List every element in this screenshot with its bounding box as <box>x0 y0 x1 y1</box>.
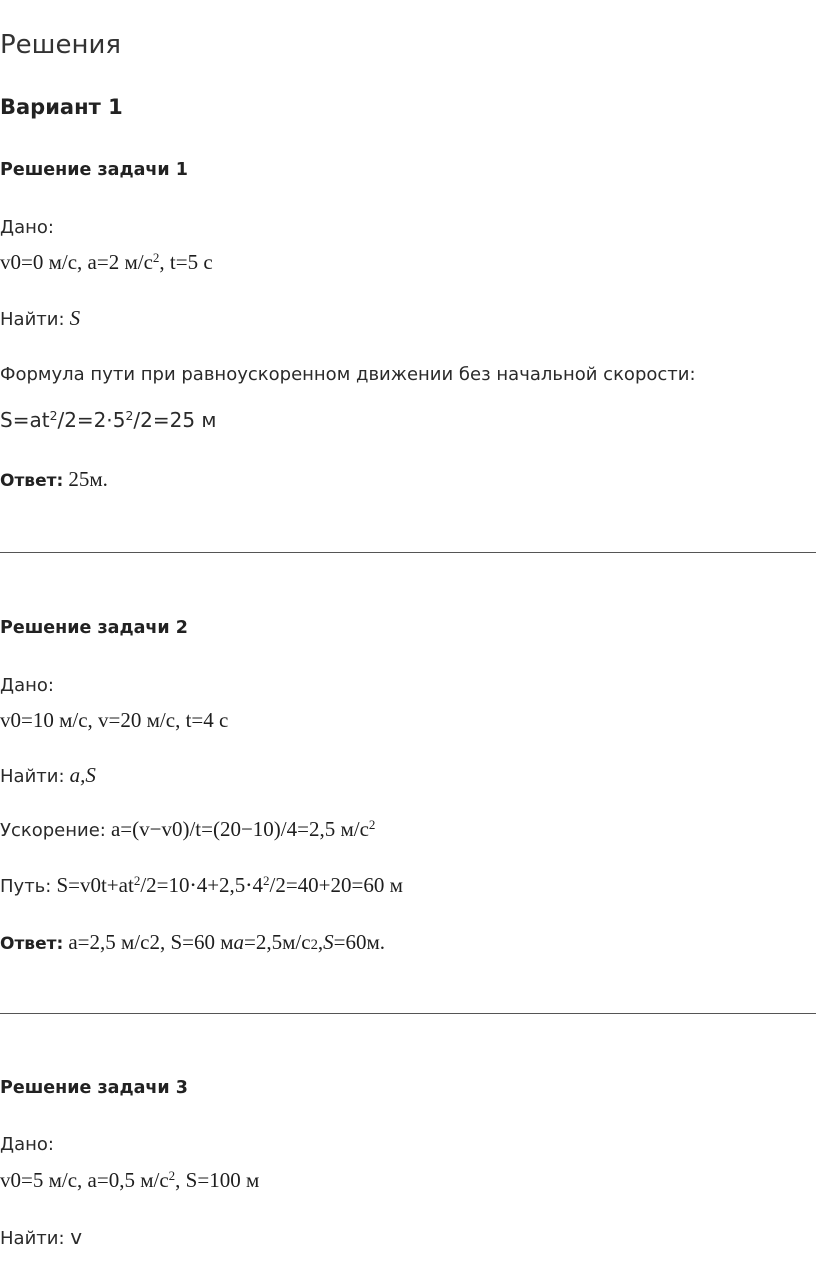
task1-given-label: Дано: <box>0 217 54 238</box>
variant-heading: Вариант 1 <box>0 95 123 119</box>
divider-2 <box>0 1013 816 1014</box>
task1-given-values: v0=0 м/с, a=2 $м/с^2$, t=5 с <box>0 249 213 274</box>
task2-answer: Ответ: a=2,5 м/с2, S=60 мa=2,5м/с2,S=60м. <box>0 930 386 954</box>
task3-heading: Решение задачи 3 <box>0 1078 188 1098</box>
task2-find: Найти: a,S <box>0 763 96 787</box>
task2-acceleration: Ускорение: a=(v−v0)/t=(20−10)/4=2,5 $м/с^2$ <box>0 816 376 841</box>
task1-calc: $S=at^2/2=2\cdot 5^2/2=25$ м <box>0 408 217 432</box>
task1-find: Найти: S <box>0 306 81 330</box>
task3-given-label: Дано: <box>0 1134 54 1155</box>
task2-heading: Решение задачи 2 <box>0 618 188 638</box>
task1-heading: Решение задачи 1 <box>0 160 188 180</box>
task2-path: Путь: $S=v0t+at^2/2=10\cdot 4+2,5\cdot 4^2/2=40+20=60$ м <box>0 872 403 897</box>
divider-1 <box>0 552 816 553</box>
page-title: Решения <box>0 30 121 60</box>
task2-given-label: Дано: <box>0 675 54 696</box>
task1-answer: Ответ: 25м. <box>0 467 108 491</box>
task1-formula-text: Формула пути при равноускоренном движении без начальной скорости: <box>0 364 696 385</box>
task3-find: Найти: v <box>0 1225 83 1249</box>
task1-find-var: S <box>69 306 81 330</box>
task2-given-values: v0=10 м/с, v=20 м/с, t=4 с <box>0 708 229 732</box>
task3-given-values: v0=5 м/с, a=0,5 $м/с^2$, S=100 м <box>0 1167 260 1192</box>
